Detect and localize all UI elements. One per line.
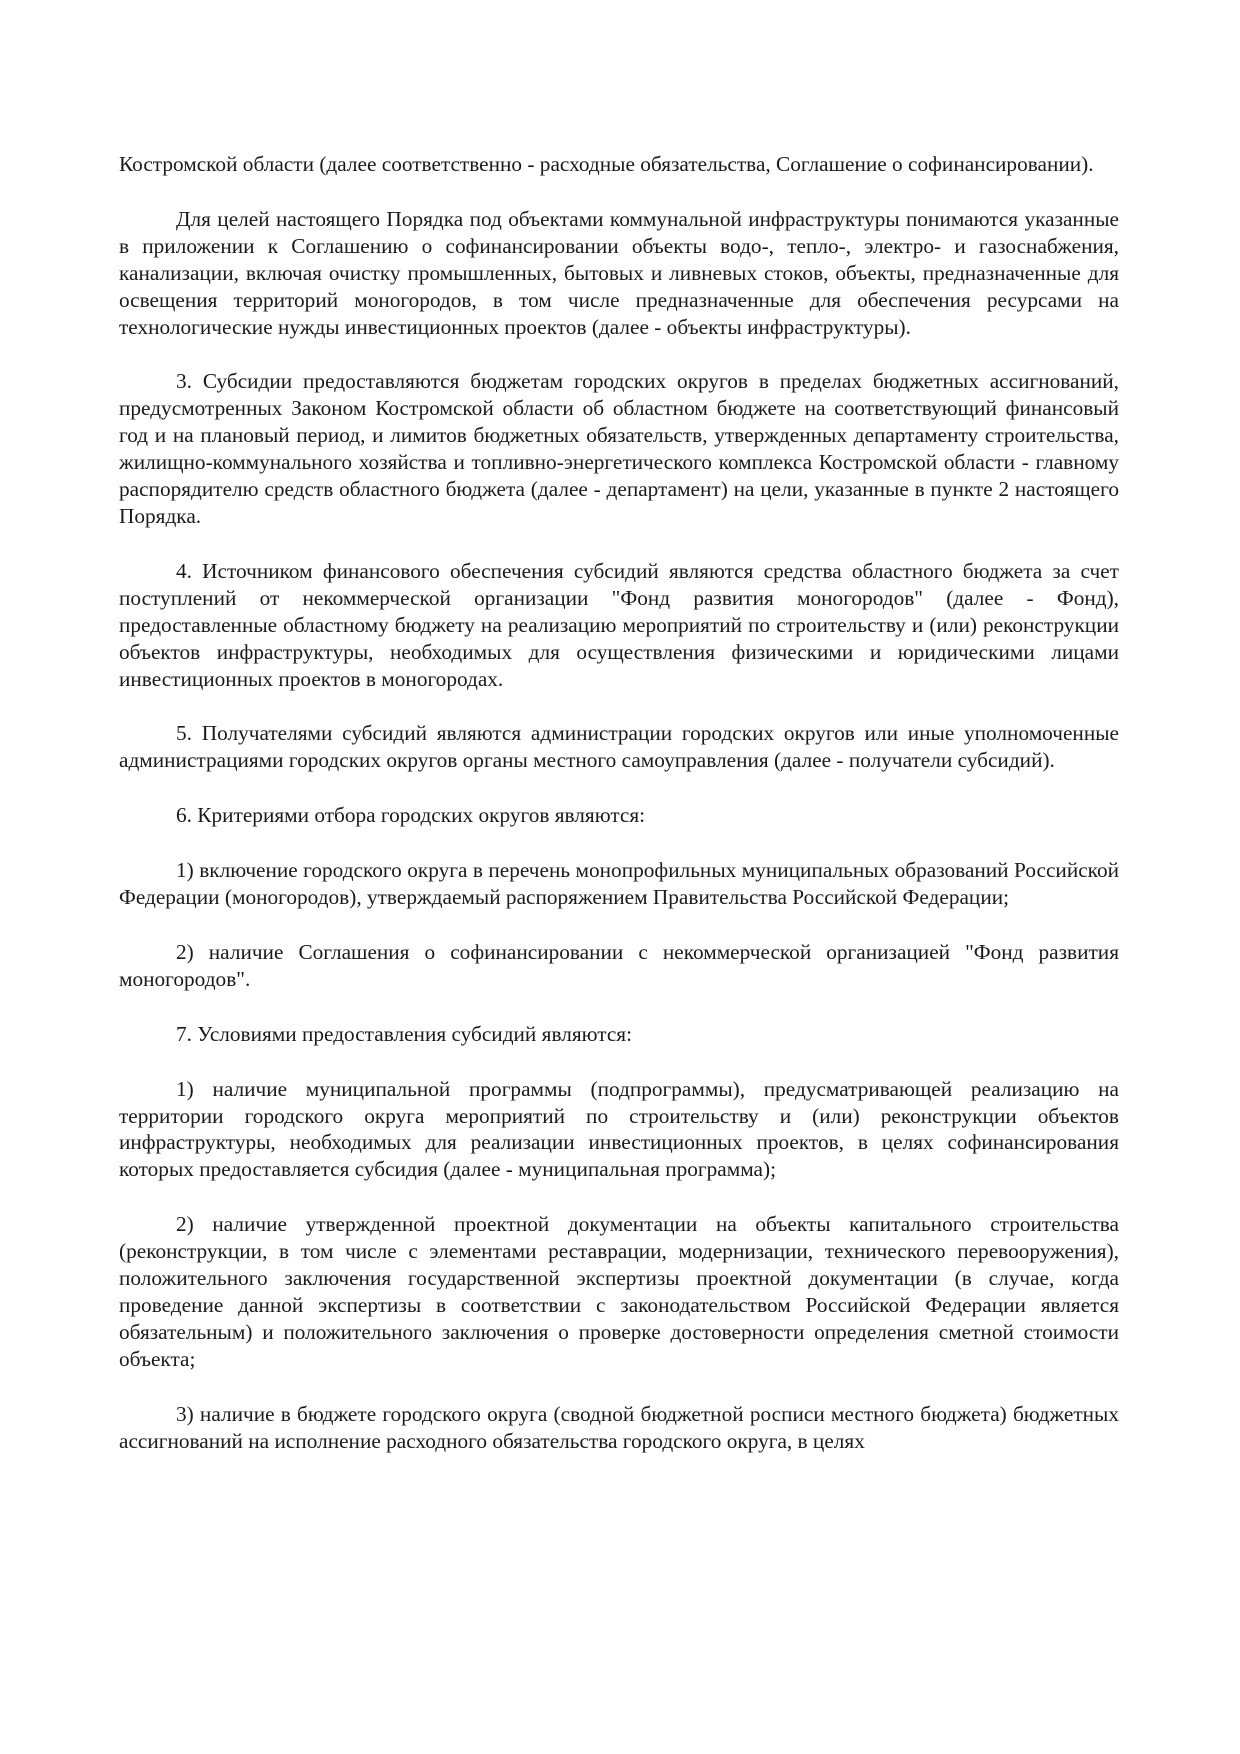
paragraph-clause-6-item-1: 1) включение городского округа в перечень монопрофильных муниципальных образований Российской Федерации (моногородов), утверждаемый распоряжением Правительства Российской Федерации; (119, 858, 1119, 910)
paragraph-clause-6-item-2: 2) наличие Соглашения о софинансировании с некоммерческой организацией "Фонд развития моногородов". (119, 939, 1119, 991)
document-page (119, 151, 1119, 1455)
paragraph-clause-7-item-3: 3) наличие в бюджете городского округа (сводной бюджетной росписи местного бюджета) бюджетных ассигнований на исполнение расходного обязательства городского округа, в целях (119, 1401, 1119, 1453)
paragraph-clause-5: 5. Получателями субсидий являются администрации городских округов или иные уполномоченные администрациями городских округов органы местного самоуправления (далее - получатели субсидий). (119, 721, 1119, 773)
paragraph-clause-3: 3. Субсидии предоставляются бюджетам городских округов в пределах бюджетных ассигнований, предусмотренных Законом Костромской области об областном бюджете на соответствующий финансовый год и на плановый период, и лимитов бюджетных обязательств, утвержденных департаменту строительства, жилищно-коммунального хозяйства и топливно-энергетического комплекса Костромской области - главному распорядителю средств областного бюджета (далее - департамент) на цели, указанные в пункте 2 настоящего Порядка. (119, 369, 1119, 528)
paragraph-definition: Для целей настоящего Порядка под объектами коммунальной инфраструктуры понимаются указанные в приложении к Соглашению о софинансировании объекты водо-, тепло-, электро- и газоснабжения, канализации, включая очистку промышленных, бытовых и ливневых стоков, объекты, предназначенные для освещения территорий моногородов, в том числе предназначенные для обеспечения ресурсами на технологические нужды инвестиционных проектов (далее - объекты инфраструктуры). (119, 206, 1119, 339)
paragraph-clause-6: 6. Критериями отбора городских округов являются: (176, 803, 646, 828)
paragraph-clause-7-item-1: 1) наличие муниципальной программы (подпрограммы), предусматривающей реализацию на территории городского округа мероприятий по строительству и (или) реконструкции объектов инфраструктуры, необходимых для реализации инвестиционных проектов, в целях софинансирования которых предоставляется субсидия (далее - муниципальная программа); (119, 1076, 1119, 1182)
paragraph-continuation: Костромской области (далее соответственно - расходные обязательства, Соглашение о софинансировании). (119, 152, 1094, 176)
paragraph-clause-7-item-2: 2) наличие утвержденной проектной документации на объекты капитального строительства (реконструкции, в том числе с элементами реставрации, модернизации, технического перевооружения), положительного заключения государственной экспертизы проектной документации (в случае, когда проведение данной экспертизы в соответствии с законодательством Российской Федерации является обязательным) и положительного заключения о проверке достоверности определения сметной стоимости объекта; (119, 1212, 1119, 1371)
paragraph-clause-4: 4. Источником финансового обеспечения субсидий являются средства областного бюджета за счет поступлений от некоммерческой организации "Фонд развития моногородов" (далее - Фонд), предоставленные областному бюджету на реализацию мероприятий по строительству и (или) реконструкции объектов инфраструктуры, необходимых для осуществления физическими и юридическими лицами инвестиционных проектов в моногородах. (119, 558, 1119, 691)
paragraph-clause-7: 7. Условиями предоставления субсидий являются: (176, 1021, 633, 1046)
